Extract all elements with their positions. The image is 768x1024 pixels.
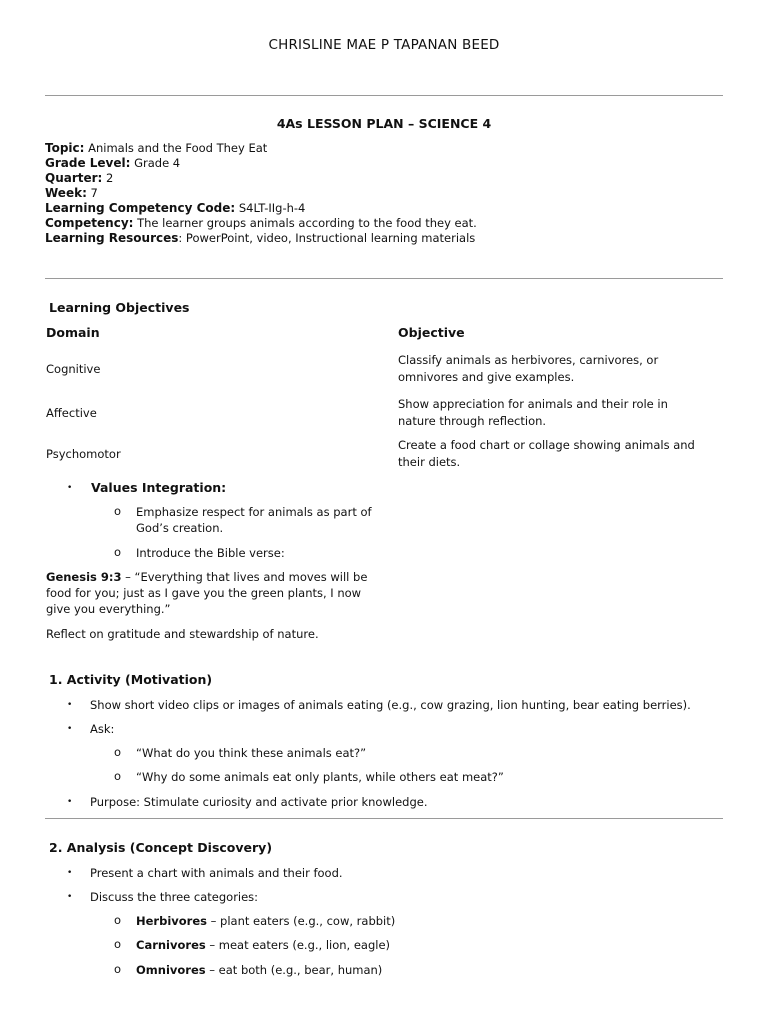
info-label: Competency: xyxy=(45,216,134,230)
reflect-text: Reflect on gratitude and stewardship of nature. xyxy=(46,627,319,641)
info-label: Grade Level: xyxy=(45,156,131,170)
plan-title: 4As LESSON PLAN – SCIENCE 4 xyxy=(276,116,492,131)
objective-cell xyxy=(398,396,668,429)
analysis-bullet: Present a chart with animals and their food. xyxy=(90,866,343,880)
divider xyxy=(45,278,723,279)
activity-bullet: Show short video clips or images of animals eating (e.g., cow grazing, lion hunting, bear eating berries). xyxy=(90,698,691,712)
author-name: CHRISLINE MAE P TAPANAN BEED xyxy=(268,37,500,53)
circle-bullet-icon: o xyxy=(114,937,122,951)
column-header-objective: Objective xyxy=(398,325,465,340)
info-label: Learning Competency Code: xyxy=(45,201,236,215)
info-value: Animals and the Food They Eat xyxy=(84,141,268,155)
info-topic xyxy=(45,141,267,156)
info-label: Week: xyxy=(45,186,87,200)
circle-bullet-icon: o xyxy=(114,962,122,976)
bullet-icon: • xyxy=(67,797,73,807)
info-week xyxy=(45,186,98,201)
verse-line xyxy=(46,569,367,585)
objective-line: Classify animals as herbivores, carnivores, or xyxy=(398,353,659,367)
activity-question: “What do you think these animals eat?” xyxy=(136,746,367,760)
circle-bullet-icon: o xyxy=(114,545,122,559)
bullet-icon: • xyxy=(67,700,73,710)
info-label: Topic: xyxy=(45,141,85,155)
info-resources xyxy=(45,231,475,246)
info-value: Grade 4 xyxy=(130,156,181,170)
column-header-domain: Domain xyxy=(46,325,100,340)
category-term: Carnivores xyxy=(136,938,206,952)
analysis-heading: 2. Analysis (Concept Discovery) xyxy=(49,840,273,855)
info-value: S4LT-IIg-h-4 xyxy=(235,201,306,215)
verse-line: food for you; just as I gave you the green plants, I now xyxy=(46,586,362,600)
info-competency-code xyxy=(45,201,305,216)
bullet-icon: • xyxy=(67,868,73,878)
circle-bullet-icon: o xyxy=(114,745,122,759)
values-line: Emphasize respect for animals as part of xyxy=(136,505,372,519)
category-item xyxy=(136,962,382,978)
category-desc: – plant eaters (e.g., cow, rabbit) xyxy=(206,914,396,928)
category-term: Omnivores xyxy=(136,963,206,977)
bullet-icon: • xyxy=(67,483,73,493)
info-grade-level xyxy=(45,156,180,171)
objective-line: nature through reflection. xyxy=(398,413,547,428)
info-label: Quarter: xyxy=(45,171,103,185)
info-label: Learning Resources xyxy=(45,231,179,245)
values-item: Introduce the Bible verse: xyxy=(136,546,285,560)
objectives-heading: Learning Objectives xyxy=(49,300,190,315)
circle-bullet-icon: o xyxy=(114,913,122,927)
activity-bullet: Ask: xyxy=(90,722,115,736)
activity-bullet: Purpose: Stimulate curiosity and activate prior knowledge. xyxy=(90,795,428,809)
bullet-icon: • xyxy=(67,892,73,902)
activity-heading: 1. Activity (Motivation) xyxy=(49,672,213,687)
info-competency xyxy=(45,216,477,231)
category-desc: – meat eaters (e.g., lion, eagle) xyxy=(205,938,391,952)
objective-line: Show appreciation for animals and their role in xyxy=(398,397,668,411)
info-value: : PowerPoint, video, Instructional learning materials xyxy=(178,231,476,245)
circle-bullet-icon: o xyxy=(114,769,122,783)
bullet-icon: • xyxy=(67,724,73,734)
domain-cell: Affective xyxy=(46,406,97,420)
divider xyxy=(45,818,723,819)
activity-question: “Why do some animals eat only plants, while others eat meat?” xyxy=(136,770,504,784)
objective-cell xyxy=(398,437,695,470)
circle-bullet-icon: o xyxy=(114,504,122,518)
info-value: The learner groups animals according to the food they eat. xyxy=(133,216,477,230)
verse-line: give you everything.” xyxy=(46,602,171,616)
category-desc: – eat both (e.g., bear, human) xyxy=(205,963,383,977)
objective-cell xyxy=(398,352,658,385)
bible-verse xyxy=(46,569,367,617)
info-value: 7 xyxy=(86,186,98,200)
category-term: Herbivores xyxy=(136,914,207,928)
divider xyxy=(45,95,723,96)
verse-reference: Genesis 9:3 xyxy=(46,570,122,584)
values-item xyxy=(136,504,372,536)
verse-text: – “Everything that lives and moves will be xyxy=(121,570,368,584)
values-heading: Values Integration: xyxy=(91,480,227,495)
domain-cell: Psychomotor xyxy=(46,447,121,461)
info-value: 2 xyxy=(102,171,114,185)
info-quarter xyxy=(45,171,113,186)
category-item xyxy=(136,913,395,929)
values-line: God’s creation. xyxy=(136,521,224,535)
objective-line: their diets. xyxy=(398,454,461,469)
domain-cell: Cognitive xyxy=(46,362,101,376)
analysis-bullet: Discuss the three categories: xyxy=(90,890,259,904)
category-item xyxy=(136,937,390,953)
objective-line: omnivores and give examples. xyxy=(398,369,575,384)
objective-line: Create a food chart or collage showing animals and xyxy=(398,438,695,452)
